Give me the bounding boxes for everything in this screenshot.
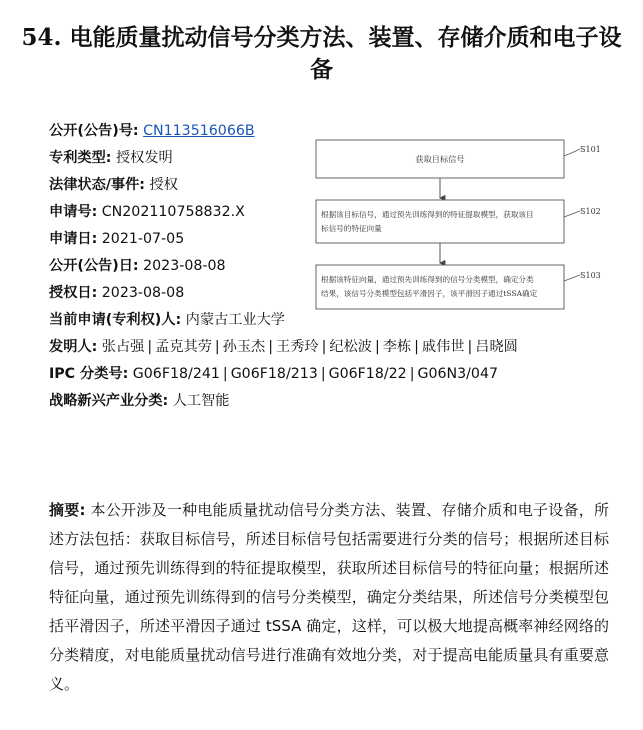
- inventors-label: 发明人:: [49, 339, 98, 355]
- industry-label: 战略新兴产业分类:: [49, 393, 169, 409]
- application-number-label: 申请号:: [49, 204, 98, 220]
- step-id-s102: S102: [580, 207, 601, 216]
- abstract-text: 本公开涉及一种电能质量扰动信号分类方法、装置、存储介质和电子设备，所述方法包括：获取目标信号，所述目标信号包括需要进行分类的信号；根据所述目标信号，通过预先训练得到的特征提取模型，获取所述目标信号的特征向量；根据所述特征向量，通过预先训练得到的信号分类模型，确定分类结果，所述信号分类模型包括平滑因子，所述平滑因子通过 tSSA 确定，这样，可以极大地提高概率神经网络的分类精度，对电能质量扰动信号进行准确有效地分类，对于提高电能质量具有重要意义。: [49, 501, 609, 693]
- step-text-s102-line1: 根据该目标信号，通过预先训练得到的特征提取模型，获取该目: [321, 210, 534, 219]
- inventor-name: 李栋: [382, 339, 412, 355]
- ipc-code: G06F18/213: [230, 366, 318, 382]
- applicant-value: 内蒙古工业大学: [185, 312, 285, 328]
- grant-date-label: 授权日:: [49, 285, 98, 301]
- step-box-s103: [316, 265, 564, 309]
- inventor-name: 纪松波: [329, 339, 372, 355]
- step-text-s103-line2: 结果，该信号分类模型包括平滑因子，该平滑因子通过tSSA确定: [321, 289, 538, 298]
- inventor-name: 王秀玲: [276, 339, 319, 355]
- inventor-name: 孟克其劳: [155, 339, 212, 355]
- inventor-name: 戚伟世: [421, 339, 465, 355]
- ipc-label: IPC 分类号:: [49, 366, 129, 382]
- legal-status-label: 法律状态/事件:: [49, 177, 145, 193]
- step-leader-s102: [564, 211, 580, 217]
- patent-title: 54. 电能质量扰动信号分类方法、装置、存储介质和电子设备: [21, 24, 622, 83]
- publication-number-label: 公开(公告)号:: [49, 123, 139, 139]
- ipc-code: G06F18/22: [328, 366, 407, 382]
- step-text-s101: 获取目标信号: [415, 154, 465, 164]
- patent-type-value: 授权发明: [115, 150, 173, 166]
- publication-date-value: 2023-08-08: [143, 258, 226, 274]
- ipc-code: G06N3/047: [417, 366, 499, 382]
- application-number-value: CN202110758832.X: [101, 204, 245, 220]
- industry-value: 人工智能: [172, 393, 230, 409]
- step-box-s102: [316, 200, 564, 243]
- publication-number-link[interactable]: CN113516066B: [143, 123, 255, 139]
- publication-date-label: 公开(公告)日:: [49, 258, 139, 274]
- ipc-code: G06F18/241: [132, 366, 220, 382]
- abstract-label: 摘要:: [49, 501, 86, 519]
- step-text-s103-line1: 根据该特征向量，通过预先训练得到的信号分类模型，确定分类: [321, 275, 534, 284]
- step-leader-s101: [564, 149, 580, 156]
- abstract-section: [49, 496, 609, 699]
- application-date-label: 申请日:: [49, 231, 98, 247]
- step-text-s102-line2: 标信号的特征向量: [321, 224, 382, 233]
- applicant-label: 当前申请(专利权)人:: [49, 312, 182, 328]
- step-leader-s103: [564, 275, 580, 281]
- application-date-value: 2021-07-05: [101, 231, 185, 247]
- legal-status-value: 授权: [149, 177, 178, 193]
- step-id-s103: S103: [580, 271, 601, 280]
- inventor-name: 吕晓圆: [475, 339, 518, 355]
- inventor-name: 孙玉杰: [222, 339, 266, 355]
- row-industry: [49, 388, 629, 415]
- row-inventors: 发明人: 张占强 | 孟克其劳 | 孙玉杰 | 王秀玲 | 纪松波 | 李栋 | 戚伟世 | 吕晓圆: [49, 339, 518, 355]
- grant-date-value: 2023-08-08: [101, 285, 185, 301]
- step-id-s101: S101: [580, 145, 601, 154]
- method-flowchart: [312, 137, 612, 315]
- row-ipc: IPC 分类号: G06F18/241 | G06F18/213 | G06F18/22 | G06N3/047: [49, 366, 499, 382]
- inventor-name: 张占强: [101, 339, 145, 355]
- patent-type-label: 专利类型:: [49, 150, 112, 166]
